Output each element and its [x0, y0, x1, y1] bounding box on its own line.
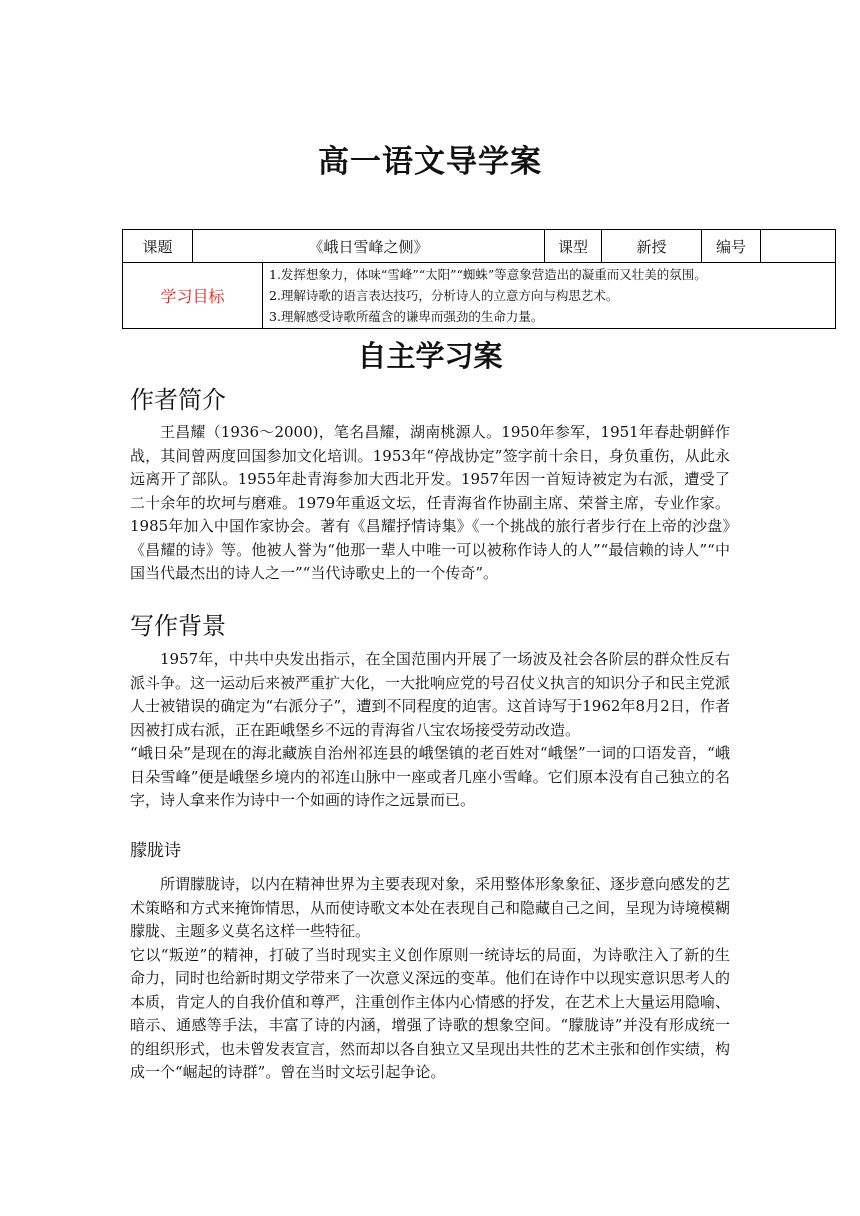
background-text: [130, 648, 730, 813]
author-paragraph: 王昌耀（1936～2000)，笔名昌耀，湖南桃源人。1950年参军，1951年春赴朝鲜作战，其间曾两度回国参加文化培训。1953年“停战协定”签字前十余日，身负重伤，从此永远离开了部队。1955年赴青海参加大西北开发。1957年因一首短诗被定为右派，遭受了二十余年的坎坷与磨难。1979年重返文坛，任青海省作协副主席、荣誉主席，专业作家。1985年加入中国作家协会。著有《昌耀抒情诗集》《一个挑战的旅行者步行在上帝的沙盘》《昌耀的诗》等。他被人誉为“他那一辈人中唯一可以被称作诗人的人”“最信赖的诗人”“中国当代最杰出的诗人之一”“当代诗歌史上的一个传奇”。: [130, 423, 730, 582]
misty-text: [130, 873, 730, 1085]
type-label: 课型: [545, 230, 602, 263]
goal-item: 3.理解感受诗歌所蕴含的谦卑而强劲的生命力量。: [269, 309, 544, 324]
misty-paragraph-1: 所谓朦胧诗，以内在精神世界为主要表现对象，采用整体形象象征、逐步意向感发的艺术策略和方式来掩饰情思，从而使诗歌文本处在表现自己和隐藏自己之间，呈现为诗境模糊朦胧、主题多义莫名这样一些特征。: [130, 875, 731, 940]
topic-label: 课题: [123, 230, 193, 263]
lesson-info-table: [122, 229, 836, 329]
number-value: [761, 230, 836, 263]
type-value: 新授: [602, 230, 702, 263]
background-paragraph-1: 1957年，中共中央发出指示，在全国范围内开展了一场波及社会各阶层的群众性反右派斗争。这一运动后来被严重扩大化，一大批响应党的号召仗义执言的知识分子和民主党派人士被错误的确定为“右派分子”，遭到不同程度的迫害。这首诗写于1962年8月2日，作者因被打成右派，正在距峨堡乡不远的青海省八宝农场接受劳动改造。: [130, 650, 731, 739]
page-title: 高一语文导学案: [318, 144, 542, 180]
misty-heading: 朦胧诗: [130, 841, 181, 861]
author-text: [130, 421, 730, 586]
goal-item: 2.理解诗歌的语言表达技巧，分析诗人的立意方向与构思艺术。: [269, 288, 619, 303]
background-paragraph-2: “峨日朵”是现在的海北藏族自治州祁连县的峨堡镇的老百姓对“峨堡”一词的口语发音，“峨日朵雪峰”便是峨堡乡境内的祁连山脉中一座或者几座小雪峰。它们原本没有自己独立的名字，诗人拿来作为诗中一个如画的诗作之远景而已。: [130, 744, 730, 809]
author-heading: 作者简介: [130, 386, 226, 414]
background-heading: 写作背景: [130, 612, 226, 640]
goal-item: 1.发挥想象力，体味“雪峰”“太阳”“蜘蛛”等意象营造出的凝重而又壮美的氛围。: [269, 267, 707, 282]
goals-label: 学习目标: [123, 263, 263, 329]
goals-list: [263, 263, 836, 329]
number-label: 编号: [702, 230, 761, 263]
section-title: 自主学习案: [357, 339, 503, 373]
topic-value: 《峨日雪峰之侧》: [193, 230, 545, 263]
misty-paragraph-2: 它以“叛逆”的精神，打破了当时现实主义创作原则一统诗坛的局面，为诗歌注入了新的生命力，同时也给新时期文学带来了一次意义深远的变革。他们在诗作中以现实意识思考人的本质，肯定人的自我价值和尊严，注重创作主体内心情感的抒发，在艺术上大量运用隐喻、暗示、通感等手法，丰富了诗的内涵，增强了诗歌的想象空间。“朦胧诗”并没有形成统一的组织形式，也未曾发表宣言，然而却以各自独立又呈现出共性的艺术主张和创作实绩，构成一个“崛起的诗群”。曾在当时文坛引起争论。: [130, 945, 731, 1081]
